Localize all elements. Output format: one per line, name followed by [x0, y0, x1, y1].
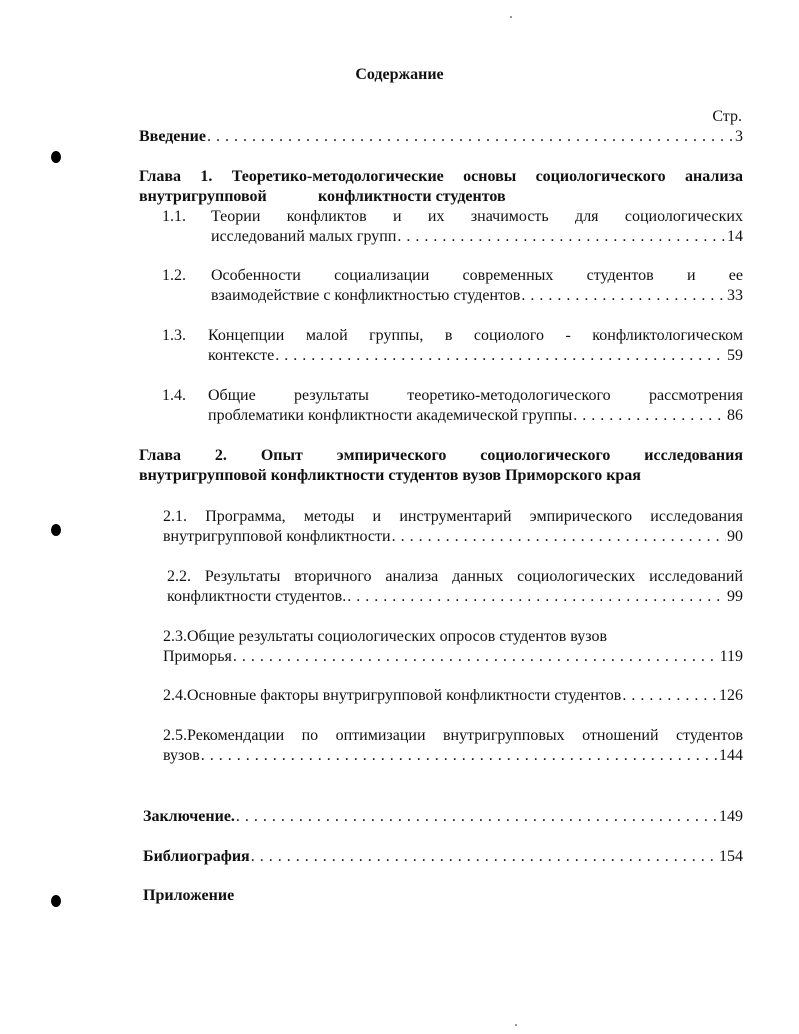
toc-section-page: 86	[727, 407, 743, 424]
dot-leader	[397, 227, 726, 247]
toc-section-page: 14	[727, 228, 743, 245]
dot-leader	[236, 807, 718, 827]
toc-section-number: 1.3.	[162, 327, 186, 344]
toc-section-text: внутригрупповой конфликтности	[163, 528, 391, 545]
toc-section-page: 33	[727, 287, 743, 304]
toc-section-2-5-line1[interactable]: 2.5.Рекомендации по оптимизации внутригрупповых отношений студентов	[163, 727, 743, 744]
dot-leader	[622, 686, 718, 706]
toc-intro-label: Введение	[139, 128, 206, 145]
toc-section-1-3-line1[interactable]: Концепции малой группы, в социолого - конфликтологическом	[208, 327, 743, 344]
toc-section-page: 59	[727, 347, 743, 364]
toc-conclusion-page: 149	[719, 808, 743, 825]
binder-hole-dot	[51, 151, 61, 163]
toc-section-number: 1.2.	[162, 267, 186, 284]
toc-section-text: 2.4.Основные факторы внутригрупповой конфликтности студентов	[163, 687, 622, 704]
toc-section-page: 119	[719, 648, 743, 665]
dot-leader	[233, 647, 719, 667]
toc-intro-page: 3	[735, 128, 743, 145]
toc-section-2-3-line1[interactable]: 2.3.Общие результаты социологических опросов студентов вузов	[163, 628, 608, 645]
toc-section-2-2-line2[interactable]	[167, 587, 743, 607]
binder-hole-dot	[51, 895, 61, 907]
page-column-label: Стр.	[712, 108, 742, 125]
dot-leader	[392, 527, 726, 547]
toc-bibliography-page: 154	[719, 848, 743, 865]
toc-section-page: 99	[727, 588, 743, 605]
chapter2-heading-line2: внутригрупповой конфликтности студентов вузов Приморского края	[139, 467, 641, 484]
toc-section-2-1-line2[interactable]	[163, 527, 743, 547]
toc-entry-appendix[interactable]: Приложение	[143, 887, 235, 904]
toc-section-page: 126	[719, 687, 743, 704]
toc-section-2-3-line2[interactable]	[163, 647, 743, 667]
toc-section-page: 90	[727, 528, 743, 545]
toc-section-text: вузов	[163, 747, 200, 764]
chapter1-heading-line1: Глава 1. Теоретико-методологические основы социологического анализа	[139, 168, 743, 185]
toc-section-1-4-line2[interactable]	[208, 406, 743, 426]
page-title: Содержание	[355, 66, 444, 83]
toc-section-text: исследований малых групп	[211, 228, 397, 245]
toc-section-text: взаимодействие с конфликтностью студентов	[211, 287, 521, 304]
toc-section-text: контексте	[208, 347, 275, 364]
toc-bibliography-label: Библиография	[143, 848, 250, 865]
toc-section-text: конфликтности студентов.	[167, 588, 347, 605]
toc-section-2-5-line2[interactable]	[163, 746, 743, 766]
toc-section-2-2-line1[interactable]: 2.2. Результаты вторичного анализа данных социологических исследований	[167, 568, 743, 585]
toc-section-1-1-line1[interactable]: Теории конфликтов и их значимость для социологических	[211, 208, 743, 225]
toc-conclusion-label: Заключение.	[143, 808, 235, 825]
toc-section-1-1-line2[interactable]	[211, 227, 743, 247]
toc-section-number: 1.4.	[162, 387, 186, 404]
toc-section-number: 1.1.	[162, 208, 186, 225]
toc-section-text: Приморья	[163, 648, 232, 665]
toc-section-page: 144	[719, 747, 743, 764]
dot-leader	[207, 127, 734, 147]
dot-leader	[251, 847, 718, 867]
toc-section-text: проблематики конфликтности академической группы	[208, 407, 573, 424]
toc-section-2-1-line1[interactable]: 2.1. Программа, методы и инструментарий эмпирического исследования	[163, 508, 743, 525]
dot-leader	[573, 406, 726, 426]
dot-leader	[201, 746, 718, 766]
toc-section-1-3-line2[interactable]	[208, 346, 743, 366]
dot-leader	[275, 346, 726, 366]
dot-leader	[521, 286, 726, 306]
dot-leader	[347, 587, 726, 607]
toc-entry-conclusion[interactable]	[143, 807, 743, 827]
toc-entry-bibliography[interactable]	[143, 847, 743, 867]
toc-section-1-2-line1[interactable]: Особенности социализации современных студентов и ее	[211, 267, 743, 284]
chapter1-heading-line2a: внутригрупповой	[139, 188, 267, 205]
scan-speck	[510, 16, 512, 18]
toc-section-1-4-line1[interactable]: Общие результаты теоретико-методологического рассмотрения	[208, 387, 743, 404]
toc-entry-intro[interactable]	[139, 127, 743, 147]
chapter2-heading-line1: Глава 2. Опыт эмпирического социологического исследования	[139, 447, 743, 464]
scan-speck	[515, 1024, 517, 1026]
chapter1-heading-line2b: конфликтности студентов	[318, 188, 506, 205]
toc-section-1-2-line2[interactable]	[211, 286, 743, 306]
toc-section-2-4[interactable]	[163, 686, 743, 706]
binder-hole-dot	[51, 524, 61, 536]
